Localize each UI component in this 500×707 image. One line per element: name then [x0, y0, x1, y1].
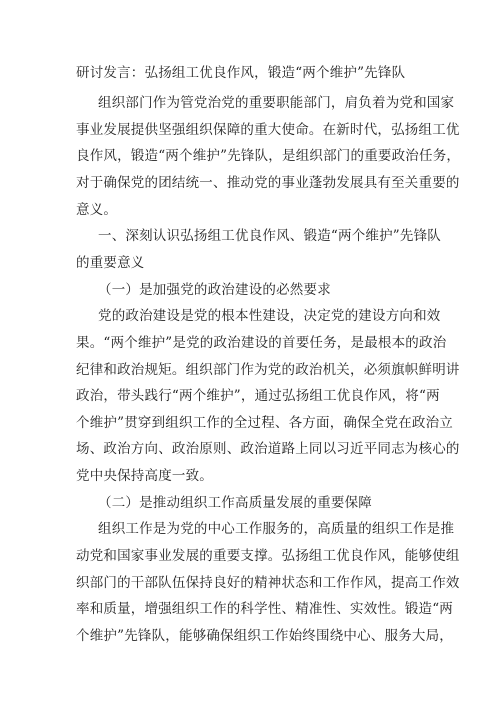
body-line: 政治，带头践行“两个维护”，通过弘扬组工优良作风，将“两 — [76, 388, 440, 404]
body-line: 良作风，锻造“两个维护”先锋队，是组织部门的重要政治任务， — [76, 148, 461, 164]
body-line: 对于确保党的团结统一、推动党的事业蓬勃发展具有至关重要的 — [76, 175, 460, 191]
body-line: 动党和国家事业发展的重要支撑。弘扬组工优良作风，能够使组 — [76, 548, 460, 564]
body-line: 组织部门作为管党治党的重要职能部门，肩负着为党和国家 — [98, 95, 455, 111]
body-line: 意义。 — [76, 202, 118, 218]
body-line: 率和质量，增强组织工作的科学性、精准性、实效性。锻造“两 — [76, 601, 454, 617]
body-line: 组织工作是为党的中心工作服务的，高质量的组织工作是推 — [98, 521, 455, 537]
subsection-heading: （二）是推动组织工作高质量发展的重要保障 — [98, 495, 372, 511]
section-heading: 一、深刻认识弘扬组工优良作风、锻造“两个维护”先锋队 — [98, 228, 442, 244]
body-line: 纪律和政治规矩。组织部门作为党的政治机关，必须旗帜鲜明讲 — [76, 362, 460, 378]
section-heading: 的重要意义 — [76, 255, 145, 271]
body-line: 个维护”贯穿到组织工作的全过程、各方面，确保全党在政治立 — [76, 415, 454, 431]
body-line: 党中央保持高度一致。 — [76, 468, 213, 484]
body-line: 个维护”先锋队，能够确保组织工作始终围绕中心、服务大局， — [76, 628, 454, 644]
body-line: 织部门的干部队伍保持良好的精神状态和工作作风，提高工作效 — [76, 575, 460, 591]
body-line: 事业发展提供坚强组织保障的重大使命。在新时代，弘扬组工优 — [76, 122, 460, 138]
subsection-heading: （一）是加强党的政治建设的必然要求 — [98, 282, 331, 298]
body-line: 果。“两个维护”是党的政治建设的首要任务，是最根本的政治 — [76, 335, 447, 351]
document-title: 研讨发言：弘扬组工优良作风，锻造“两个维护”先锋队 — [76, 65, 406, 81]
body-line: 党的政治建设是党的根本性建设，决定党的建设方向和效 — [98, 308, 441, 324]
body-line: 场、政治方向、政治原则、政治道路上同以习近平同志为核心的 — [76, 441, 460, 457]
